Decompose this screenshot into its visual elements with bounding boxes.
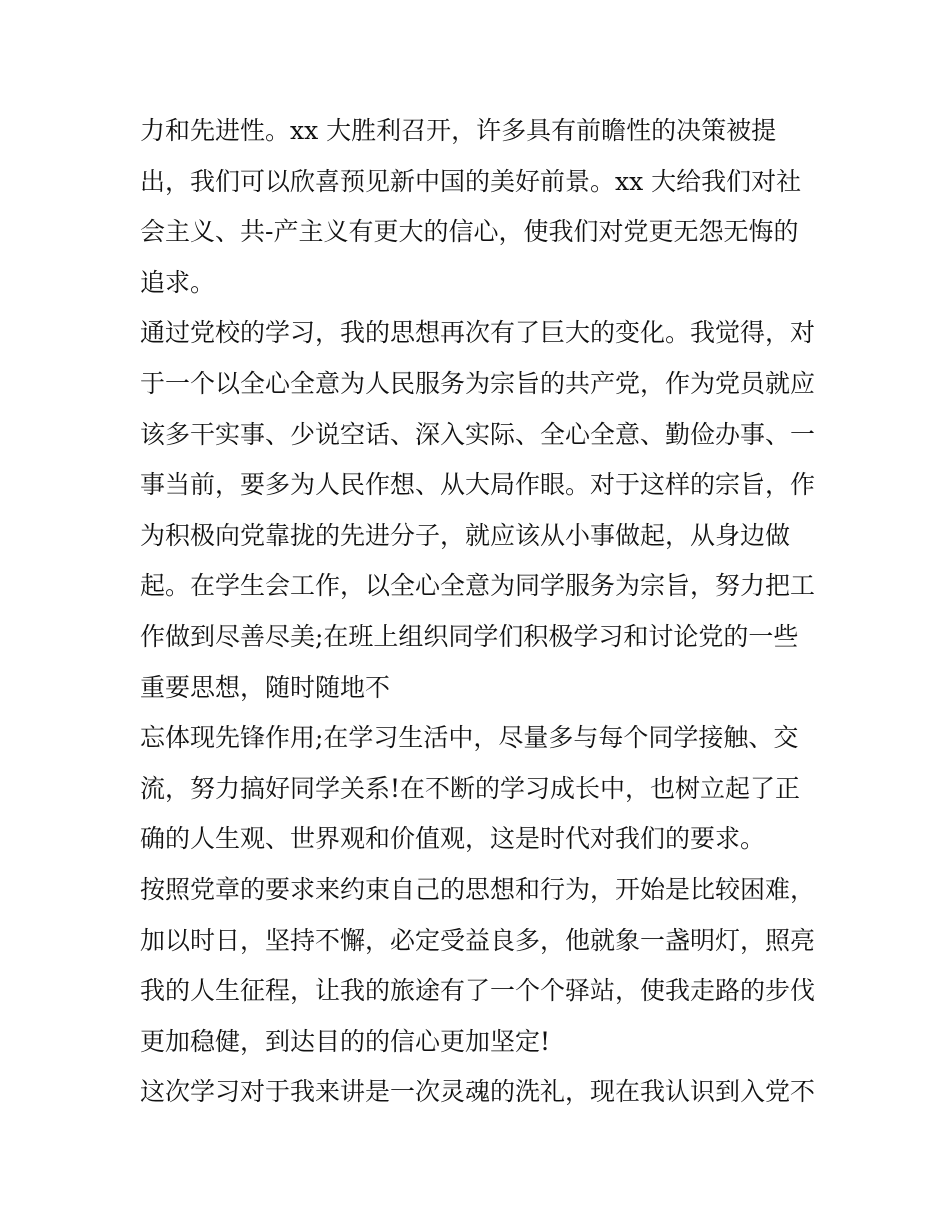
text-line-4: 追求。 bbox=[140, 267, 216, 297]
text-line-5: 通过党校的学习，我的思想再次有了巨大的变化。我觉得，对 bbox=[140, 318, 816, 348]
text-line-17: 加以时日，坚持不懈，必定受益良多，他就象一盏明灯，照亮 bbox=[140, 925, 816, 955]
document-body-text bbox=[140, 106, 830, 1118]
text-line-1: 力和先进性。xx 大胜利召开，许多具有前瞻性的决策被提 bbox=[140, 116, 777, 145]
text-line-8: 事当前，要多为人民作想、从大局作眼。对于这样的宗旨，作 bbox=[140, 470, 816, 500]
text-line-20: 这次学习对于我来讲是一次灵魂的洗礼，现在我认识到入党不 bbox=[140, 1077, 816, 1107]
text-line-7: 该多干实事、少说空话、深入实际、全心全意、勤俭办事、一 bbox=[140, 419, 816, 449]
text-line-14: 流，努力搞好同学关系!在不断的学习成长中，也树立起了正 bbox=[140, 773, 801, 803]
text-line-11: 作做到尽善尽美;在班上组织同学们积极学习和讨论党的一些 bbox=[140, 621, 799, 651]
text-line-9: 为积极向党靠拢的先进分子，就应该从小事做起，从身边做 bbox=[140, 520, 791, 550]
text-line-10: 起。在学生会工作，以全心全意为同学服务为宗旨，努力把工 bbox=[140, 571, 816, 601]
text-line-15: 确的人生观、世界观和价值观，这是时代对我们的要求。 bbox=[140, 824, 766, 854]
text-line-13: 忘体现先锋作用;在学习生活中，尽量多与每个同学接触、交 bbox=[140, 723, 799, 753]
text-line-12: 重要思想，随时随地不 bbox=[140, 672, 391, 702]
text-line-18: 我的人生征程，让我的旅途有了一个个驿站，使我走路的步伐 bbox=[140, 976, 816, 1006]
text-line-19: 更加稳健，到达目的的信心更加坚定! bbox=[140, 1026, 551, 1056]
text-line-6: 于一个以全心全意为人民服务为宗旨的共产党，作为党员就应 bbox=[140, 368, 816, 398]
text-line-3: 会主义、共-产主义有更大的信心，使我们对党更无怨无悔的 bbox=[140, 217, 799, 247]
text-line-16: 按照党章的要求来约束自己的思想和行为，开始是比较困难， bbox=[140, 874, 816, 904]
text-line-2: 出，我们可以欣喜预见新中国的美好前景。xx 大给我们对社 bbox=[140, 166, 802, 196]
